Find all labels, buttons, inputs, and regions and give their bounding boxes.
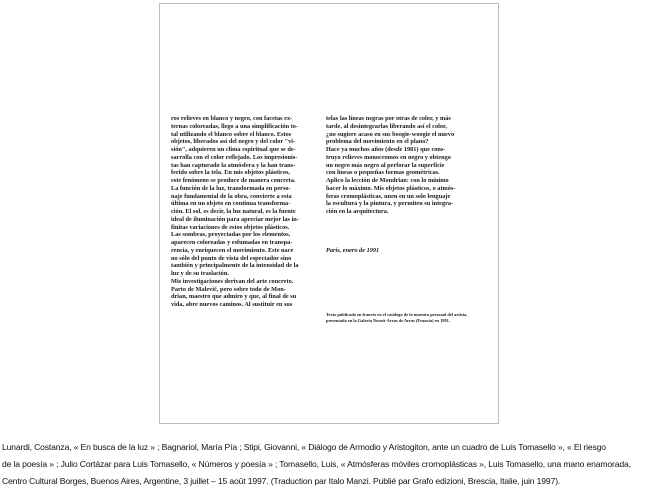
text-line: Mis investigaciones derivan del arte concreto.: [171, 277, 294, 285]
text-line: ideal de iluminación para apreciar mejor las in-: [171, 215, 299, 223]
text-line: Aplico la lección de Mondrian: con lo mínimo: [326, 177, 449, 184]
document-page: [159, 3, 499, 424]
text-line: ¿no sugiere acaso en sus boogie-woogie el nuevo: [326, 130, 455, 138]
caption-line: Centro Cultural Borges, Buenos Aires, Argentine, 3 juillet – 15 août 1997. (Traduction par Italo Manzi. Publié par Grafo edizioni, Brescia, Italie, juin 1997).: [2, 476, 561, 486]
text-line: Parto de Malevič, pero sobre todo de Mon-: [171, 285, 286, 293]
text-line: última en un objeto en continua transforma-: [171, 200, 291, 208]
text-line: ferido sobre la tela. En mis objetos plásticos,: [171, 169, 290, 177]
publication-footnote: Texto publicado en francés en el catálogo de la muestra personal del artista, presentada en la Galería Noroit-Arras de Arras (Francia) en 1991.: [326, 312, 468, 323]
place-date-signature: París, enero de 1991: [326, 247, 380, 254]
right-text-column: [326, 115, 471, 216]
text-line: Hace ya muchos años (desde 1981) que cons-: [326, 146, 446, 153]
text-line: ternas coloreadas, llego a una simplificación to-: [171, 122, 299, 130]
caption-line: Lunardi, Costanza, « En busca de la luz » ; Bagnariol, María Pía ; Stipi, Giovanni, « Diálogo de Armodio y Aristogiton, ante un cuadro de Luis Tomasello », « El riesgo: [2, 442, 606, 452]
text-line: este fenómeno se produce de manera concreta.: [171, 177, 296, 184]
text-line: drian, maestro que admiro y que, al final de su: [171, 293, 297, 301]
caption-line: de la poesía » ; Julio Cortázar para Luis Tomasello, « Números y poesía » ; Tomasello, Luis, « Atmósferas móviles cromoplásticas », Luis Tomasello, una mano enamorada,: [2, 459, 631, 469]
text-line: objetos, liberados así del negro y del color "vi-: [171, 138, 296, 146]
text-line: ción en la arquitectura.: [326, 208, 389, 215]
image-caption: [2, 439, 648, 490]
text-line: naje fundamental de la obra, convierte a esta: [171, 192, 292, 200]
text-line: no sólo del punto de vista del espectador sino: [171, 254, 292, 262]
left-text-column: [171, 115, 315, 309]
text-line: vida, abre nuevos caminos. Al sustituir en sus: [171, 301, 293, 308]
text-line: tal utilizando el blanco sobre el blanco. Estos: [171, 130, 292, 138]
text-line: con líneas o pequeñas formas geométricas.: [326, 169, 440, 177]
text-line: también y principalmente de la intensidad de la: [171, 262, 299, 270]
text-line: tas han capturado la atmósfera y la han trans-: [171, 161, 296, 169]
text-line: telas las líneas negras por otras de color, y más: [326, 115, 451, 122]
text-line: problema del movimiento en el plano?: [326, 138, 429, 146]
text-line: Las sombras, proyectadas por los elementos,: [171, 231, 291, 239]
text-line: finitas variaciones de estos objetos plásticos.: [171, 223, 290, 231]
text-line: aparecen coloreadas y esfumadas en transpa-: [171, 239, 293, 246]
text-line: ción. El sol, es decir, la luz natural, es la fuente: [171, 208, 296, 215]
text-line: La función de la luz, transformada en perso-: [171, 184, 291, 192]
text-line: hacer lo máximo. Mis objetos plásticos, o atmós-: [326, 184, 456, 192]
text-line: luz y de su traslación.: [171, 270, 229, 277]
text-line: un negro más negro al perforar la superficie: [326, 161, 445, 169]
text-line: truyo relieves monocromos en negro y obtengo: [326, 153, 451, 161]
text-line: tarde, al desintegrarlas liberando así el color,: [326, 122, 447, 130]
text-line: feras cromoplásticas, unen en un solo lenguaje: [326, 192, 451, 200]
text-line: rencia, y enriquecen el movimiento. Este nace: [171, 246, 294, 254]
text-line: sión", adquieren un clima espiritual que se de-: [171, 146, 296, 153]
text-line: sarrolla con el color reflejado. Los impresionis-: [171, 153, 298, 161]
text-line: la escultura y la pintura, y permiten su integra-: [326, 200, 454, 208]
text-line: ros relieves en blanco y negro, con facetas ex-: [171, 115, 293, 122]
